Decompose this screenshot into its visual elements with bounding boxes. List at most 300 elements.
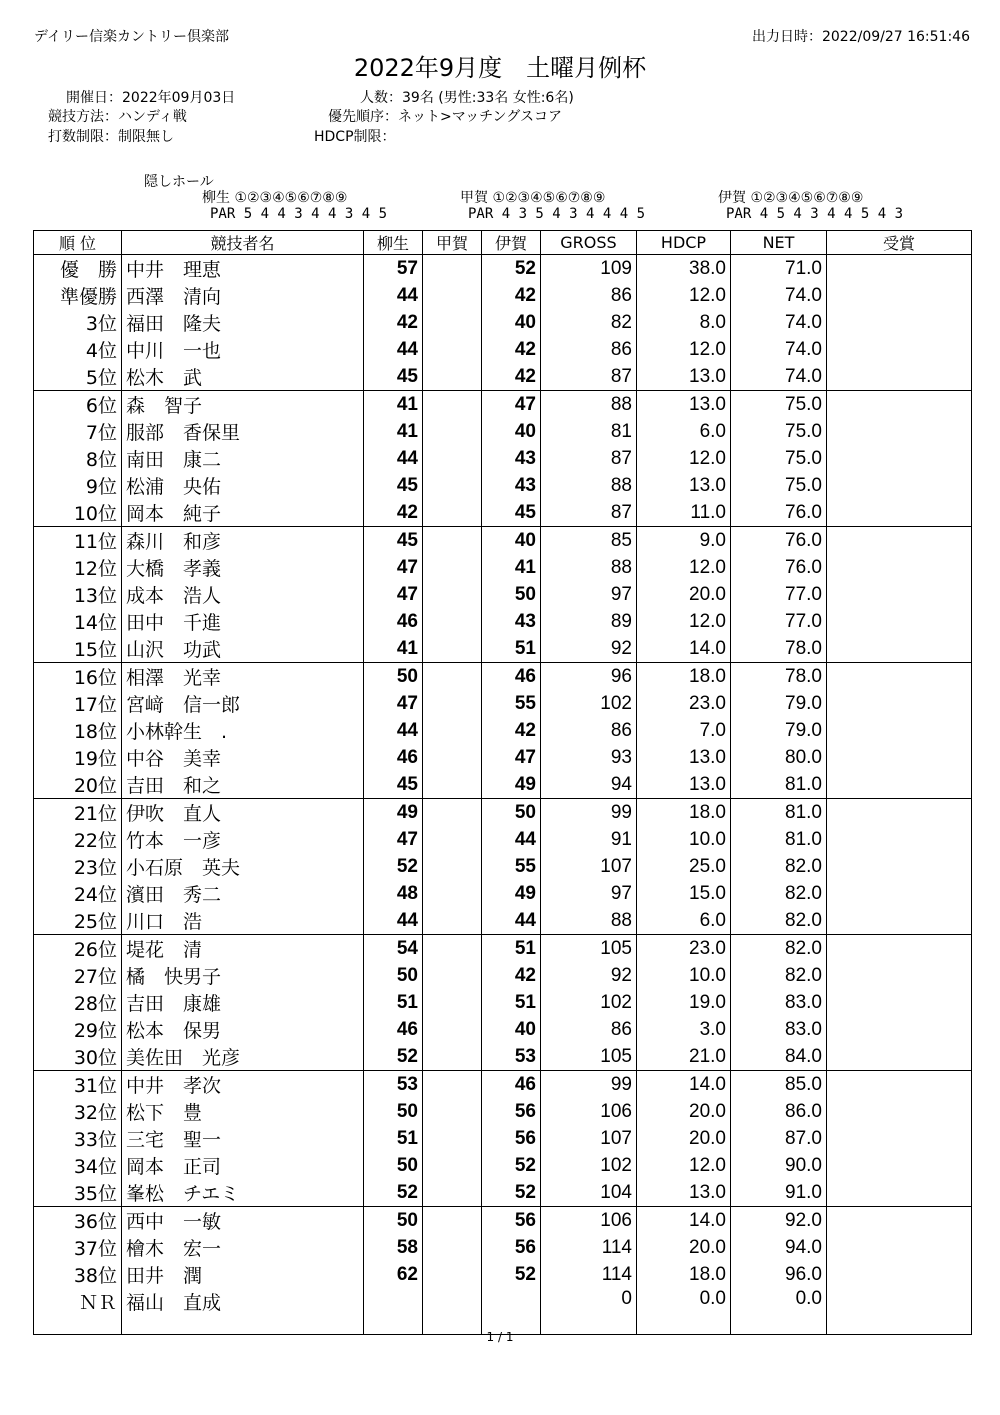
col-header-hdcp: HDCP (637, 231, 731, 255)
course-iga-holes: 伊賀 ①②③④⑤⑥⑦⑧⑨ (718, 190, 864, 206)
net-cell: 76.0 (731, 554, 827, 581)
koga-score-cell (423, 907, 482, 935)
iga-score-cell: 56 (482, 1098, 541, 1125)
award-cell (827, 1152, 972, 1179)
award-cell (827, 1098, 972, 1125)
yagyu-score-cell: 50 (364, 1207, 423, 1235)
hdcp-cell: 6.0 (637, 907, 731, 935)
player-name-cell: 田中 千進 (122, 608, 364, 635)
iga-score-cell: 52 (482, 1261, 541, 1288)
koga-score-cell (423, 255, 482, 283)
player-name-cell: 山沢 功武 (122, 635, 364, 663)
hdcp-cell: 20.0 (637, 1125, 731, 1152)
iga-score-cell: 49 (482, 880, 541, 907)
competition-method: 競技方法：ハンディ戦 (48, 109, 187, 125)
gross-cell: 106 (541, 1207, 637, 1235)
net-cell: 75.0 (731, 391, 827, 419)
koga-score-cell (423, 1261, 482, 1288)
col-header-net: NET (731, 231, 827, 255)
hdcp-cell: 25.0 (637, 853, 731, 880)
table-row (34, 771, 972, 799)
gross-cell: 86 (541, 336, 637, 363)
gross-cell: 85 (541, 527, 637, 555)
player-name-cell: 橘 快男子 (122, 962, 364, 989)
iga-score-cell: 43 (482, 608, 541, 635)
table-row (34, 608, 972, 635)
rank-cell: 22位 (34, 826, 122, 853)
iga-score-cell: 42 (482, 717, 541, 744)
gross-cell: 97 (541, 581, 637, 608)
table-row (34, 1261, 972, 1288)
award-cell (827, 445, 972, 472)
table-row (34, 527, 972, 555)
net-cell: 78.0 (731, 663, 827, 691)
col-header-koga: 甲賀 (423, 231, 482, 255)
yagyu-score-cell: 47 (364, 581, 423, 608)
net-cell: 82.0 (731, 935, 827, 963)
net-cell: 84.0 (731, 1043, 827, 1071)
net-cell: 81.0 (731, 799, 827, 827)
player-name-cell: 西澤 清向 (122, 282, 364, 309)
gross-cell: 96 (541, 663, 637, 691)
hdcp-cell: 14.0 (637, 1207, 731, 1235)
player-name-cell: 岡本 純子 (122, 499, 364, 527)
course-iga-par: PAR 4 5 4 3 4 4 5 4 3 (726, 206, 904, 222)
yagyu-score-cell: 44 (364, 907, 423, 935)
yagyu-score-cell: 44 (364, 282, 423, 309)
net-cell: 77.0 (731, 608, 827, 635)
rank-cell: 31位 (34, 1071, 122, 1099)
net-cell: 79.0 (731, 690, 827, 717)
yagyu-score-cell: 58 (364, 1234, 423, 1261)
gross-cell: 109 (541, 255, 637, 283)
hdcp-cell: 23.0 (637, 690, 731, 717)
yagyu-score-cell: 51 (364, 989, 423, 1016)
net-cell: 71.0 (731, 255, 827, 283)
hdcp-cell: 12.0 (637, 445, 731, 472)
hdcp-cell: 15.0 (637, 880, 731, 907)
iga-score-cell: 43 (482, 472, 541, 499)
koga-score-cell (423, 554, 482, 581)
award-cell (827, 608, 972, 635)
koga-score-cell (423, 527, 482, 555)
net-cell: 0.0 (731, 1288, 827, 1335)
net-cell: 91.0 (731, 1179, 827, 1207)
table-row (34, 499, 972, 527)
award-cell (827, 826, 972, 853)
gross-cell: 92 (541, 962, 637, 989)
col-header-name: 競技者名 (122, 231, 364, 255)
koga-score-cell (423, 826, 482, 853)
table-row (34, 1043, 972, 1071)
iga-score-cell: 40 (482, 418, 541, 445)
award-cell (827, 962, 972, 989)
gross-cell: 99 (541, 1071, 637, 1099)
player-name-cell: 松浦 央佑 (122, 472, 364, 499)
award-cell (827, 1016, 972, 1043)
award-cell (827, 880, 972, 907)
rank-cell: 30位 (34, 1043, 122, 1071)
rank-cell: 15位 (34, 635, 122, 663)
net-cell: 75.0 (731, 472, 827, 499)
gross-cell: 102 (541, 1152, 637, 1179)
player-name-cell: 田井 潤 (122, 1261, 364, 1288)
iga-score-cell: 55 (482, 690, 541, 717)
yagyu-score-cell: 49 (364, 799, 423, 827)
col-header-award: 受賞 (827, 231, 972, 255)
net-cell: 92.0 (731, 1207, 827, 1235)
rank-cell: 9位 (34, 472, 122, 499)
player-name-cell: 小林幹生 . (122, 717, 364, 744)
gross-cell: 81 (541, 418, 637, 445)
yagyu-score-cell: 52 (364, 1043, 423, 1071)
iga-score-cell: 45 (482, 499, 541, 527)
hdcp-cell: 3.0 (637, 1016, 731, 1043)
net-cell: 76.0 (731, 527, 827, 555)
gross-cell: 105 (541, 935, 637, 963)
koga-score-cell (423, 935, 482, 963)
col-header-yagyu: 柳生 (364, 231, 423, 255)
hdcp-cell: 13.0 (637, 391, 731, 419)
koga-score-cell (423, 445, 482, 472)
hdcp-cell: 12.0 (637, 554, 731, 581)
table-row (34, 363, 972, 391)
rank-cell: ＮＲ (34, 1288, 122, 1335)
award-cell (827, 663, 972, 691)
yagyu-score-cell (364, 1288, 423, 1335)
yagyu-score-cell: 45 (364, 472, 423, 499)
rank-cell: 35位 (34, 1179, 122, 1207)
net-cell: 75.0 (731, 418, 827, 445)
page-number: 1 / 1 (486, 1330, 514, 1344)
net-cell: 82.0 (731, 880, 827, 907)
award-cell (827, 717, 972, 744)
table-row (34, 1016, 972, 1043)
award-cell (827, 391, 972, 419)
rank-cell: 33位 (34, 1125, 122, 1152)
rank-cell: 37位 (34, 1234, 122, 1261)
koga-score-cell (423, 1152, 482, 1179)
rank-cell: 38位 (34, 1261, 122, 1288)
rank-cell: 8位 (34, 445, 122, 472)
award-cell (827, 1043, 972, 1071)
rank-cell: 27位 (34, 962, 122, 989)
net-cell: 85.0 (731, 1071, 827, 1099)
hdcp-cell: 12.0 (637, 608, 731, 635)
iga-score-cell: 40 (482, 309, 541, 336)
hdcp-cell: 18.0 (637, 1261, 731, 1288)
player-name-cell: 伊吹 直人 (122, 799, 364, 827)
table-row (34, 255, 972, 283)
table-row (34, 935, 972, 963)
player-name-cell: 吉田 康雄 (122, 989, 364, 1016)
yagyu-score-cell: 52 (364, 853, 423, 880)
player-name-cell: 川口 浩 (122, 907, 364, 935)
net-cell: 96.0 (731, 1261, 827, 1288)
rank-cell: 34位 (34, 1152, 122, 1179)
hdcp-cell: 10.0 (637, 826, 731, 853)
yagyu-score-cell: 46 (364, 608, 423, 635)
net-cell: 83.0 (731, 989, 827, 1016)
net-cell: 90.0 (731, 1152, 827, 1179)
player-name-cell: 中川 一也 (122, 336, 364, 363)
award-cell (827, 418, 972, 445)
table-row (34, 336, 972, 363)
table-row (34, 799, 972, 827)
koga-score-cell (423, 690, 482, 717)
yagyu-score-cell: 52 (364, 1179, 423, 1207)
net-cell: 76.0 (731, 499, 827, 527)
player-name-cell: 峯松 チエミ (122, 1179, 364, 1207)
rank-cell: 17位 (34, 690, 122, 717)
net-cell: 82.0 (731, 907, 827, 935)
koga-score-cell (423, 608, 482, 635)
gross-cell: 104 (541, 1179, 637, 1207)
hdcp-cell: 13.0 (637, 771, 731, 799)
table-row (34, 690, 972, 717)
table-row (34, 472, 972, 499)
gross-cell: 93 (541, 744, 637, 771)
player-name-cell: 松木 武 (122, 363, 364, 391)
iga-score-cell: 56 (482, 1207, 541, 1235)
iga-score-cell: 52 (482, 1152, 541, 1179)
player-name-cell: 小石原 英夫 (122, 853, 364, 880)
hdcp-cell: 20.0 (637, 581, 731, 608)
award-cell (827, 744, 972, 771)
player-name-cell: 檜木 宏一 (122, 1234, 364, 1261)
table-row (34, 1234, 972, 1261)
club-name: デイリー信楽カントリー倶楽部 (34, 29, 230, 45)
koga-score-cell (423, 1071, 482, 1099)
col-header-gross: GROSS (541, 231, 637, 255)
koga-score-cell (423, 962, 482, 989)
player-name-cell: 中井 孝次 (122, 1071, 364, 1099)
gross-cell: 107 (541, 853, 637, 880)
koga-score-cell (423, 1207, 482, 1235)
iga-score-cell: 47 (482, 744, 541, 771)
player-name-cell: 三宅 聖一 (122, 1125, 364, 1152)
gross-cell: 106 (541, 1098, 637, 1125)
gross-cell: 114 (541, 1234, 637, 1261)
award-cell (827, 771, 972, 799)
iga-score-cell: 50 (482, 799, 541, 827)
iga-score-cell: 53 (482, 1043, 541, 1071)
award-cell (827, 1288, 972, 1335)
iga-score-cell: 51 (482, 935, 541, 963)
rank-cell: 23位 (34, 853, 122, 880)
rank-cell: 16位 (34, 663, 122, 691)
table-row (34, 1179, 972, 1207)
award-cell (827, 989, 972, 1016)
gross-cell: 102 (541, 690, 637, 717)
participant-count: 人数：39名 (男性:33名 女性:6名) (360, 90, 574, 106)
yagyu-score-cell: 44 (364, 445, 423, 472)
yagyu-score-cell: 47 (364, 690, 423, 717)
gross-cell: 91 (541, 826, 637, 853)
col-header-iga: 伊賀 (482, 231, 541, 255)
iga-score-cell: 42 (482, 336, 541, 363)
player-name-cell: 南田 康二 (122, 445, 364, 472)
player-name-cell: 福田 隆夫 (122, 309, 364, 336)
koga-score-cell (423, 744, 482, 771)
rank-cell: 21位 (34, 799, 122, 827)
table-row (34, 635, 972, 663)
hdcp-cell: 21.0 (637, 1043, 731, 1071)
rank-cell: 5位 (34, 363, 122, 391)
iga-score-cell: 56 (482, 1234, 541, 1261)
player-name-cell: 松本 保男 (122, 1016, 364, 1043)
rank-cell: 26位 (34, 935, 122, 963)
koga-score-cell (423, 1234, 482, 1261)
hdcp-cell: 12.0 (637, 336, 731, 363)
yagyu-score-cell: 41 (364, 418, 423, 445)
award-cell (827, 1234, 972, 1261)
player-name-cell: 福山 直成 (122, 1288, 364, 1335)
yagyu-score-cell: 50 (364, 1098, 423, 1125)
iga-score-cell: 56 (482, 1125, 541, 1152)
net-cell: 81.0 (731, 826, 827, 853)
gross-cell: 97 (541, 880, 637, 907)
table-row (34, 1288, 972, 1335)
rank-cell: 13位 (34, 581, 122, 608)
rank-cell: 12位 (34, 554, 122, 581)
net-cell: 78.0 (731, 635, 827, 663)
yagyu-score-cell: 45 (364, 363, 423, 391)
output-datetime: 出力日時：2022/09/27 16:51:46 (751, 29, 970, 45)
course-koga-par: PAR 4 3 5 4 3 4 4 4 5 (468, 206, 646, 222)
iga-score-cell: 44 (482, 826, 541, 853)
net-cell: 83.0 (731, 1016, 827, 1043)
gross-cell: 92 (541, 635, 637, 663)
award-cell (827, 1125, 972, 1152)
hdcp-cell: 7.0 (637, 717, 731, 744)
table-row (34, 1207, 972, 1235)
rank-cell: 準優勝 (34, 282, 122, 309)
table-row (34, 1098, 972, 1125)
iga-score-cell: 42 (482, 363, 541, 391)
iga-score-cell: 50 (482, 581, 541, 608)
gross-cell: 88 (541, 554, 637, 581)
award-cell (827, 1071, 972, 1099)
koga-score-cell (423, 1179, 482, 1207)
hdcp-cell: 14.0 (637, 635, 731, 663)
net-cell: 79.0 (731, 717, 827, 744)
hdcp-cell: 13.0 (637, 363, 731, 391)
hdcp-cell: 18.0 (637, 799, 731, 827)
yagyu-score-cell: 45 (364, 771, 423, 799)
koga-score-cell (423, 418, 482, 445)
yagyu-score-cell: 50 (364, 663, 423, 691)
award-cell (827, 1261, 972, 1288)
yagyu-score-cell: 41 (364, 635, 423, 663)
gross-cell: 86 (541, 717, 637, 744)
table-row (34, 445, 972, 472)
gross-cell: 86 (541, 282, 637, 309)
table-row (34, 391, 972, 419)
koga-score-cell (423, 635, 482, 663)
koga-score-cell (423, 282, 482, 309)
koga-score-cell (423, 717, 482, 744)
iga-score-cell: 51 (482, 989, 541, 1016)
koga-score-cell (423, 771, 482, 799)
award-cell (827, 935, 972, 963)
course-yagyu-holes: 柳生 ①②③④⑤⑥⑦⑧⑨ (202, 190, 348, 206)
gross-cell: 88 (541, 472, 637, 499)
table-row (34, 554, 972, 581)
koga-score-cell (423, 499, 482, 527)
koga-score-cell (423, 853, 482, 880)
net-cell: 81.0 (731, 771, 827, 799)
hdcp-cell: 13.0 (637, 1179, 731, 1207)
iga-score-cell: 47 (482, 391, 541, 419)
yagyu-score-cell: 62 (364, 1261, 423, 1288)
course-koga-holes: 甲賀 ①②③④⑤⑥⑦⑧⑨ (460, 190, 606, 206)
koga-score-cell (423, 581, 482, 608)
award-cell (827, 1179, 972, 1207)
iga-score-cell: 52 (482, 1179, 541, 1207)
rank-cell: 11位 (34, 527, 122, 555)
rank-cell: 28位 (34, 989, 122, 1016)
rank-cell: 36位 (34, 1207, 122, 1235)
hdcp-cell: 0.0 (637, 1288, 731, 1335)
rank-cell: 18位 (34, 717, 122, 744)
results-body (34, 255, 972, 1335)
player-name-cell: 松下 豊 (122, 1098, 364, 1125)
rank-cell: 4位 (34, 336, 122, 363)
yagyu-score-cell: 42 (364, 309, 423, 336)
hdcp-cell: 10.0 (637, 962, 731, 989)
player-name-cell: 堤花 清 (122, 935, 364, 963)
koga-score-cell (423, 880, 482, 907)
koga-score-cell (423, 1288, 482, 1335)
table-row (34, 880, 972, 907)
hdcp-cell: 38.0 (637, 255, 731, 283)
table-row (34, 309, 972, 336)
yagyu-score-cell: 57 (364, 255, 423, 283)
iga-score-cell: 49 (482, 771, 541, 799)
net-cell: 94.0 (731, 1234, 827, 1261)
award-cell (827, 581, 972, 608)
net-cell: 74.0 (731, 309, 827, 336)
yagyu-score-cell: 46 (364, 1016, 423, 1043)
yagyu-score-cell: 47 (364, 554, 423, 581)
award-cell (827, 255, 972, 283)
results-table (33, 230, 972, 1335)
gross-cell: 89 (541, 608, 637, 635)
col-header-rank: 順 位 (34, 231, 122, 255)
player-name-cell: 岡本 正司 (122, 1152, 364, 1179)
iga-score-cell: 40 (482, 527, 541, 555)
rank-cell: 24位 (34, 880, 122, 907)
iga-score-cell: 46 (482, 663, 541, 691)
hdcp-cell: 12.0 (637, 282, 731, 309)
iga-score-cell: 51 (482, 635, 541, 663)
yagyu-score-cell: 48 (364, 880, 423, 907)
rank-cell: 10位 (34, 499, 122, 527)
hdcp-cell: 19.0 (637, 989, 731, 1016)
table-row (34, 1125, 972, 1152)
koga-score-cell (423, 663, 482, 691)
rank-cell: 25位 (34, 907, 122, 935)
player-name-cell: 相澤 光幸 (122, 663, 364, 691)
award-cell (827, 799, 972, 827)
koga-score-cell (423, 1098, 482, 1125)
iga-score-cell: 40 (482, 1016, 541, 1043)
table-row (34, 744, 972, 771)
iga-score-cell (482, 1288, 541, 1335)
table-row (34, 1152, 972, 1179)
award-cell (827, 853, 972, 880)
